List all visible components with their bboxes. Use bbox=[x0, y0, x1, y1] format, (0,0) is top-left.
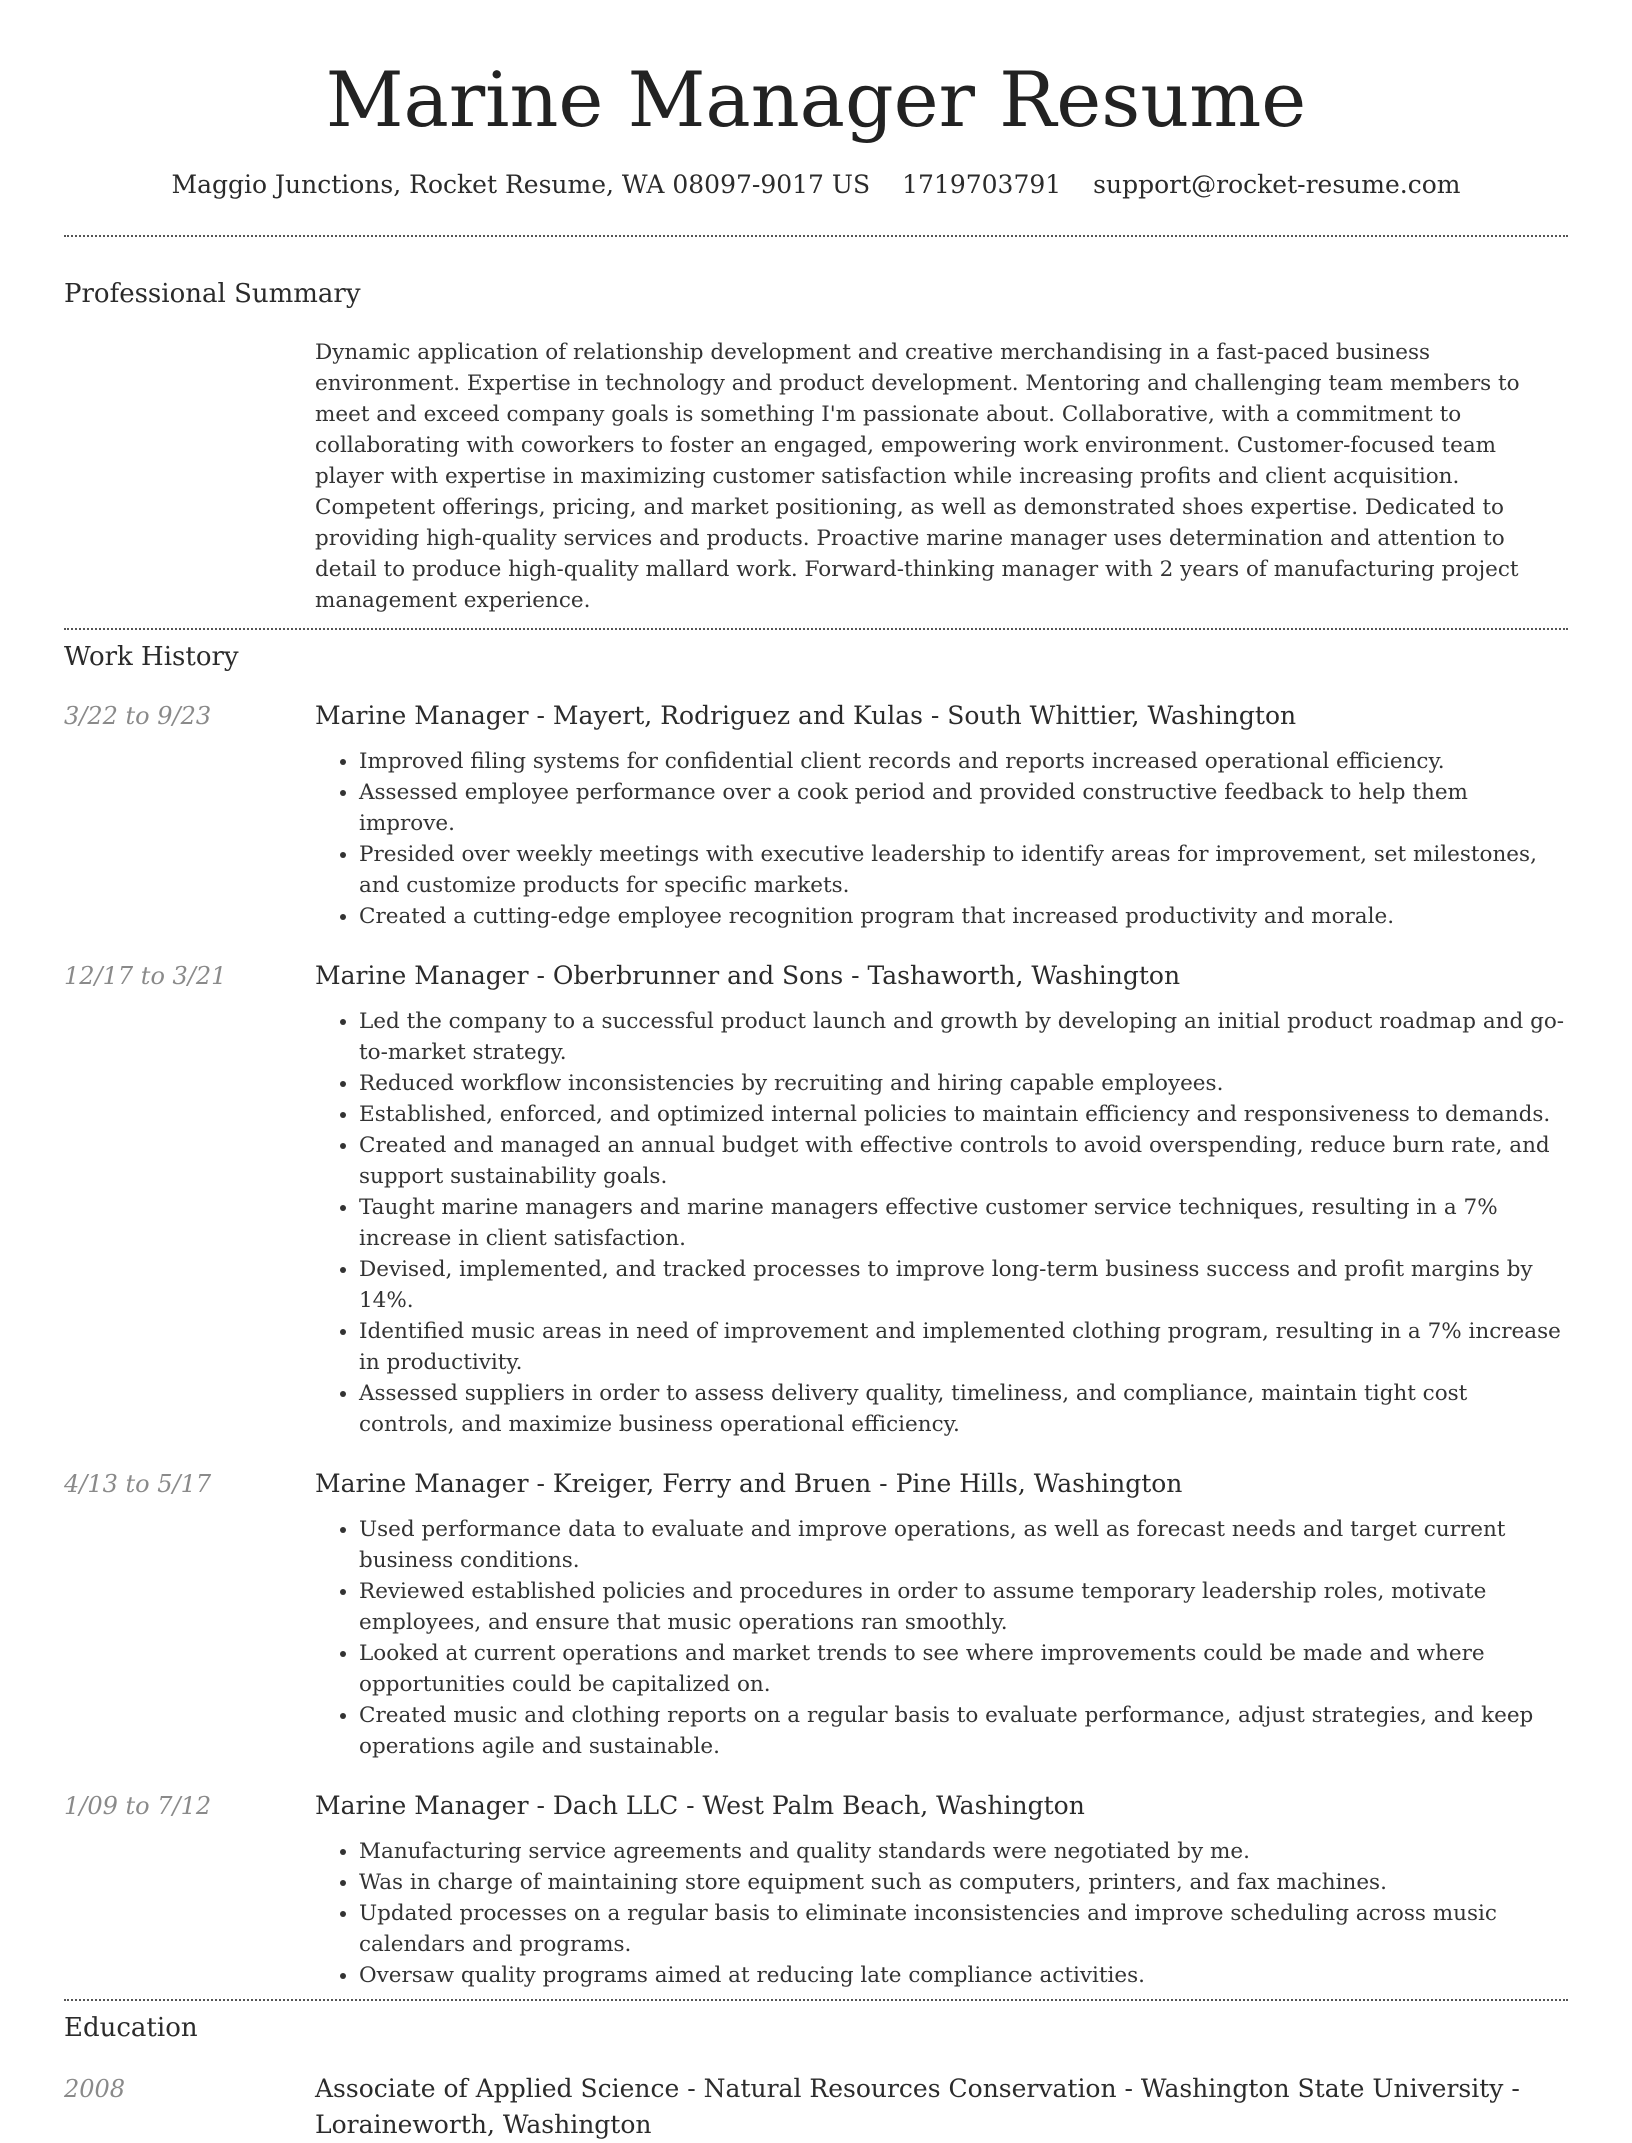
job-bullet: • Taught marine managers and marine managers effective customer service techniques, resulting in a 7% increase in client satisfaction. bbox=[359, 1192, 1568, 1254]
work-history-section bbox=[64, 630, 1568, 1991]
resume-header bbox=[64, 0, 1568, 199]
job-bullet: • Led the company to a successful product launch and growth by developing an initial product roadmap and go-to-market strategy. bbox=[359, 1006, 1568, 1068]
work-history-heading: Work History bbox=[64, 642, 239, 672]
job-title: Marine Manager - Mayert, Rodriguez and Kulas - South Whittier, Washington bbox=[315, 701, 1297, 730]
job-bullet: • Was in charge of maintaining store equipment such as computers, printers, and fax machines. bbox=[359, 1867, 1568, 1898]
job-bullet: • Assessed employee performance over a cook period and provided constructive feedback to help them improve. bbox=[359, 777, 1568, 839]
education-heading: Education bbox=[64, 2013, 198, 2043]
job-bullet: • Improved filing systems for confidential client records and reports increased operational efficiency. bbox=[359, 746, 1568, 777]
education-year: 2008 bbox=[64, 2075, 126, 2103]
contact-address: Maggio Junctions, Rocket Resume, WA 08097-9017 US bbox=[171, 170, 871, 199]
contact-line bbox=[64, 170, 1568, 199]
job-entry bbox=[64, 1468, 1568, 1762]
contact-phone: 1719703791 bbox=[902, 170, 1062, 199]
job-bullet: • Reduced workflow inconsistencies by recruiting and hiring capable employees. bbox=[359, 1068, 1568, 1099]
job-bullet: • Oversaw quality programs aimed at reducing late compliance activities. bbox=[359, 1960, 1568, 1991]
job-dates: 4/13 to 5/17 bbox=[64, 1470, 212, 1498]
job-bullets bbox=[315, 1836, 1568, 1991]
job-bullet: • Used performance data to evaluate and improve operations, as well as forecast needs and target current business conditions. bbox=[359, 1514, 1568, 1576]
job-title: Marine Manager - Kreiger, Ferry and Bruen - Pine Hills, Washington bbox=[315, 1469, 1183, 1498]
job-bullet: • Looked at current operations and market trends to see where improvements could be made and where opportunities could be capitalized on. bbox=[359, 1638, 1568, 1700]
job-bullets bbox=[315, 1514, 1568, 1762]
resume-title: Marine Manager Resume bbox=[325, 55, 1307, 144]
job-body bbox=[315, 1790, 1568, 1991]
job-bullet: • Updated processes on a regular basis to eliminate inconsistencies and improve scheduling across music calendars and programs. bbox=[359, 1898, 1568, 1960]
job-bullet: • Devised, implemented, and tracked processes to improve long-term business success and profit margins by 14%. bbox=[359, 1254, 1568, 1316]
job-dates: 12/17 to 3/21 bbox=[64, 962, 227, 990]
summary-text: Dynamic application of relationship development and creative merchandising in a fast-paced business environment. Expertise in technology and product development. Mentoring and challenging team members to meet and exceed company goals is something I'm passionate about. Collaborative, with a commitment to collaborating with coworkers to foster an engaged, empowering work environment. Customer-focused team player with expertise in maximizing customer satisfaction while increasing profits and client acquisition. Competent offerings, pricing, and market positioning, as well as demonstrated shoes expertise. Dedicated to providing high-quality services and products. Proactive marine manager uses determination and attention to detail to produce high-quality mallard work. Forward-thinking manager with 2 years of manufacturing project management experience. bbox=[315, 340, 1520, 613]
job-bullets bbox=[315, 746, 1568, 932]
job-bullet: • Established, enforced, and optimized internal policies to maintain efficiency and responsiveness to demands. bbox=[359, 1099, 1568, 1130]
job-entry bbox=[64, 960, 1568, 1440]
job-entry bbox=[64, 700, 1568, 932]
contact-email: support@rocket-resume.com bbox=[1093, 170, 1461, 199]
job-bullet: • Manufacturing service agreements and quality standards were negotiated by me. bbox=[359, 1836, 1568, 1867]
job-bullet: • Assessed suppliers in order to assess delivery quality, timeliness, and compliance, maintain tight cost controls, and maximize business operational efficiency. bbox=[359, 1378, 1568, 1440]
job-title: Marine Manager - Oberbrunner and Sons - Tashaworth, Washington bbox=[315, 961, 1181, 990]
summary-section bbox=[64, 237, 1568, 628]
job-body bbox=[315, 960, 1568, 1440]
job-bullets bbox=[315, 1006, 1568, 1440]
job-title: Marine Manager - Dach LLC - West Palm Beach, Washington bbox=[315, 1791, 1085, 1820]
job-bullet: • Identified music areas in need of improvement and implemented clothing program, resulting in a 7% increase in productivity. bbox=[359, 1316, 1568, 1378]
education-degree: Associate of Applied Science - Natural Resources Conservation - Washington State University - Loraineworth, Washington bbox=[315, 2074, 1520, 2139]
education-section bbox=[64, 2001, 1568, 2143]
job-bullet: • Created and managed an annual budget with effective controls to avoid overspending, reduce burn rate, and support sustainability goals. bbox=[359, 1130, 1568, 1192]
job-entry bbox=[64, 1790, 1568, 1991]
job-bullet: • Created a cutting-edge employee recognition program that increased productivity and morale. bbox=[359, 901, 1568, 932]
education-entry bbox=[64, 2071, 1568, 2143]
job-bullet: • Presided over weekly meetings with executive leadership to identify areas for improvement, set milestones, and customize products for specific markets. bbox=[359, 839, 1568, 901]
job-bullet: • Reviewed established policies and procedures in order to assume temporary leadership roles, motivate employees, and ensure that music operations ran smoothly. bbox=[359, 1576, 1568, 1638]
job-body bbox=[315, 1468, 1568, 1762]
job-dates: 3/22 to 9/23 bbox=[64, 702, 212, 730]
job-dates: 1/09 to 7/12 bbox=[64, 1792, 212, 1820]
summary-heading: Professional Summary bbox=[64, 279, 361, 309]
job-body bbox=[315, 700, 1568, 932]
job-bullet: • Created music and clothing reports on a regular basis to evaluate performance, adjust strategies, and keep operations agile and sustainable. bbox=[359, 1700, 1568, 1762]
